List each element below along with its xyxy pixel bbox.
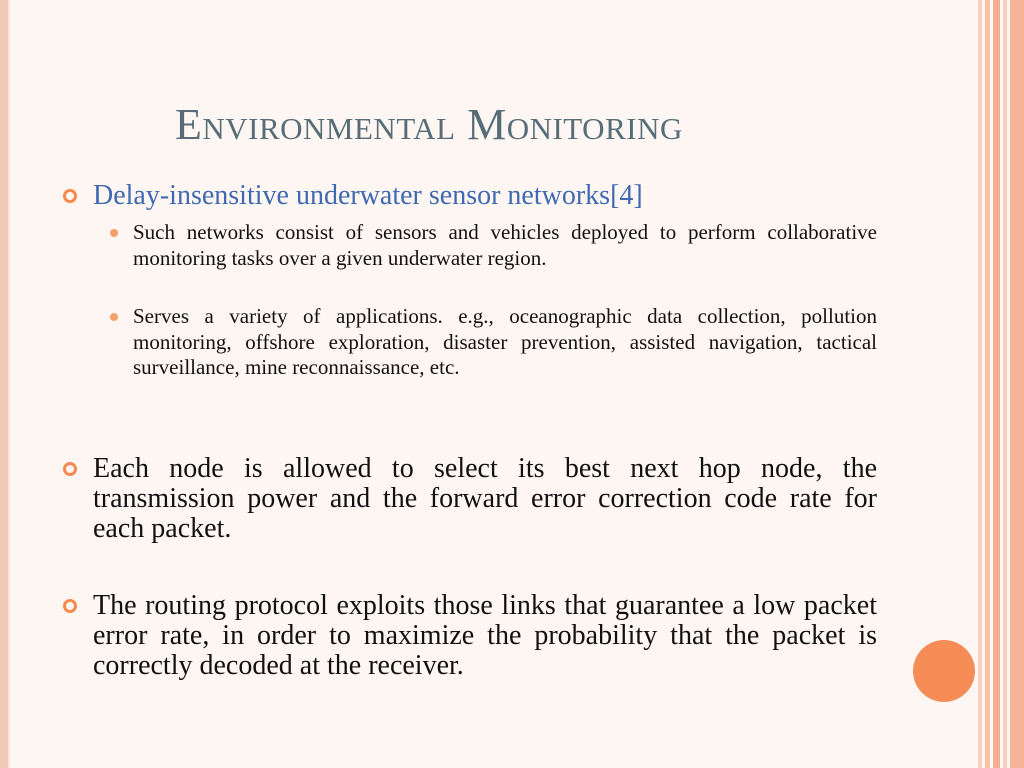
ring-bullet-icon	[63, 189, 77, 203]
sub-bullet-text: Serves a variety of applications. e.g., oceanographic data collection, pollution monitoring, offshore exploration, disaster prevention, assisted navigation, tactical surveillance, mine reconnaissance, etc.	[133, 304, 877, 379]
ring-bullet-icon	[63, 599, 77, 613]
dot-bullet-icon	[110, 229, 118, 237]
right-stripe-decoration	[1003, 0, 1007, 768]
decorative-circle	[913, 640, 975, 702]
left-border-decoration-inner	[8, 0, 10, 768]
bullet-text: The routing protocol exploits those links that guarantee a low packet error rate, in order to maximize the probability that the packet is correctly decoded at the receiver.	[93, 590, 877, 681]
bullet-text: Each node is allowed to select its best next hop node, the transmission power and the forward error correction code rate for each packet.	[93, 453, 877, 544]
right-stripe-decoration	[1010, 0, 1024, 768]
left-border-decoration	[0, 0, 8, 768]
right-stripe-decoration	[993, 0, 1000, 768]
right-stripe-decoration	[978, 0, 982, 768]
sub-bullet-text: Such networks consist of sensors and vehicles deployed to perform collaborative monitoring tasks over a given underwater region.	[133, 220, 877, 270]
slide-title: Environmental Monitoring	[175, 100, 683, 149]
right-stripe-decoration	[985, 0, 990, 768]
ring-bullet-icon	[63, 462, 77, 476]
bullet-heading: Delay-insensitive underwater sensor networks[4]	[93, 180, 643, 211]
dot-bullet-icon	[110, 313, 118, 321]
